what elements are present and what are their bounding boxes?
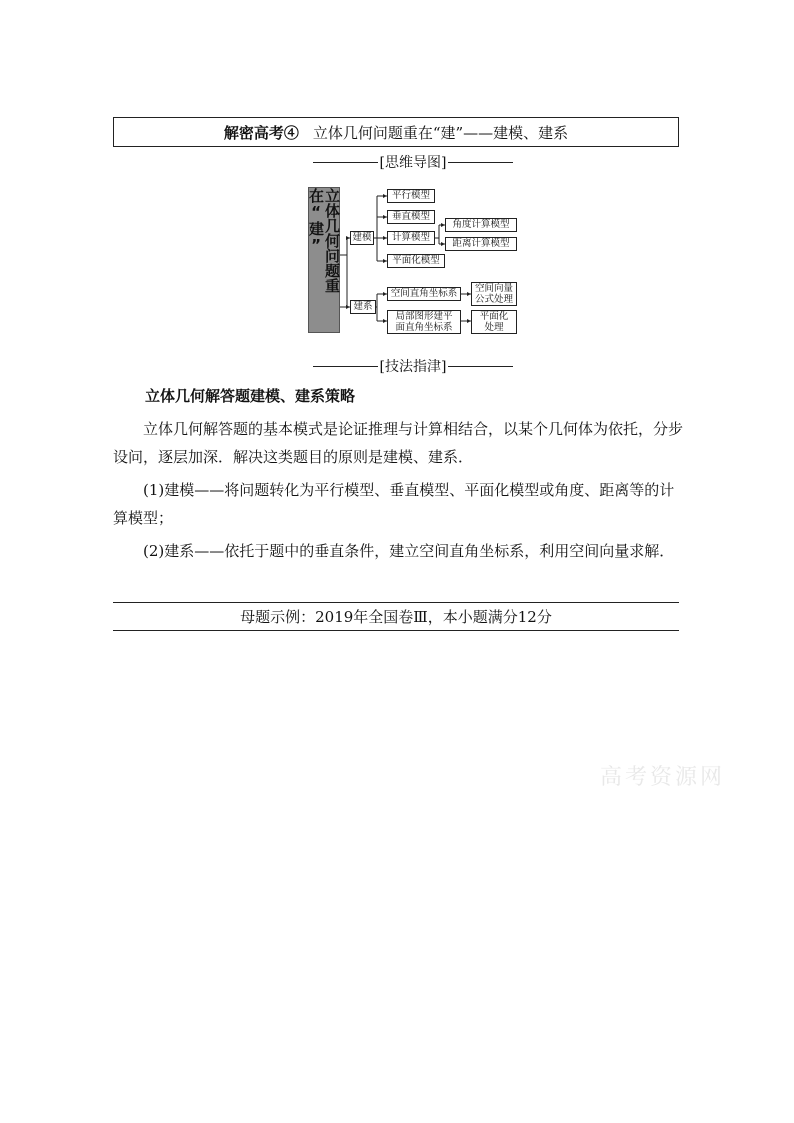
node-vector — [471, 282, 517, 306]
node-planar-process-line1: 平面化 — [479, 311, 509, 322]
mindmap-heading-text: [思维导图] — [379, 155, 447, 171]
tips-heading-text: [技法指津] — [379, 359, 447, 375]
node-space-coord: 空间直角坐标系 — [387, 287, 461, 301]
node-local-coord — [387, 310, 461, 334]
node-planar-process — [471, 310, 517, 334]
paragraph-3: (2)建系——依托于题中的垂直条件，建立空间直角坐标系，利用空间向量求解． — [143, 542, 675, 560]
title-prefix: 解密高考④ — [223, 123, 299, 142]
node-local-coord-line2: 面直角坐标系 — [395, 322, 453, 333]
node-vector-line1: 空间向量 — [474, 283, 513, 294]
example-line: 母题示例：2019年全国卷Ⅲ，本小题满分12分 — [240, 607, 552, 626]
node-vector-line2: 公式处理 — [474, 294, 513, 305]
heading-rule-right — [448, 366, 513, 367]
title-box — [113, 117, 679, 147]
node-angle-calc: 角度计算模型 — [445, 218, 517, 232]
node-parallel-model: 平行模型 — [387, 189, 435, 203]
tips-heading — [313, 356, 513, 376]
heading-rule-left — [313, 366, 378, 367]
node-calc-model: 计算模型 — [387, 231, 435, 245]
mind-map-root: 立体几何问题重在“建” — [308, 187, 340, 333]
node-model: 建模 — [350, 231, 374, 245]
node-distance-calc: 距离计算模型 — [445, 237, 517, 251]
paragraph-1: 立体几何解答题的基本模式是论证推理与计算相结合，以某个几何体为依托，分步设问，逐层加深．解决这类题目的原则是建模、建系． — [113, 420, 684, 466]
mindmap-heading — [313, 152, 513, 172]
paragraph-2: (1)建模——将问题转化为平行模型、垂直模型、平面化模型或角度、距离等的计算模型； — [113, 481, 675, 527]
node-planar-model: 平面化模型 — [387, 254, 445, 268]
title-text: 立体几何问题重在“建”——建模、建系 — [312, 123, 569, 142]
heading-rule-left — [313, 162, 378, 163]
node-perpendicular-model: 垂直模型 — [387, 210, 435, 224]
node-planar-process-line2: 处理 — [484, 322, 504, 333]
footer-bottom-rule — [113, 630, 679, 631]
mind-map — [305, 183, 525, 338]
watermark: 高考资源网 — [600, 765, 726, 790]
strategy-title: 立体几何解答题建模、建系策略 — [145, 387, 356, 405]
node-system: 建系 — [350, 300, 376, 314]
node-local-coord-line1: 局部图形建平 — [395, 311, 453, 322]
heading-rule-right — [448, 162, 513, 163]
